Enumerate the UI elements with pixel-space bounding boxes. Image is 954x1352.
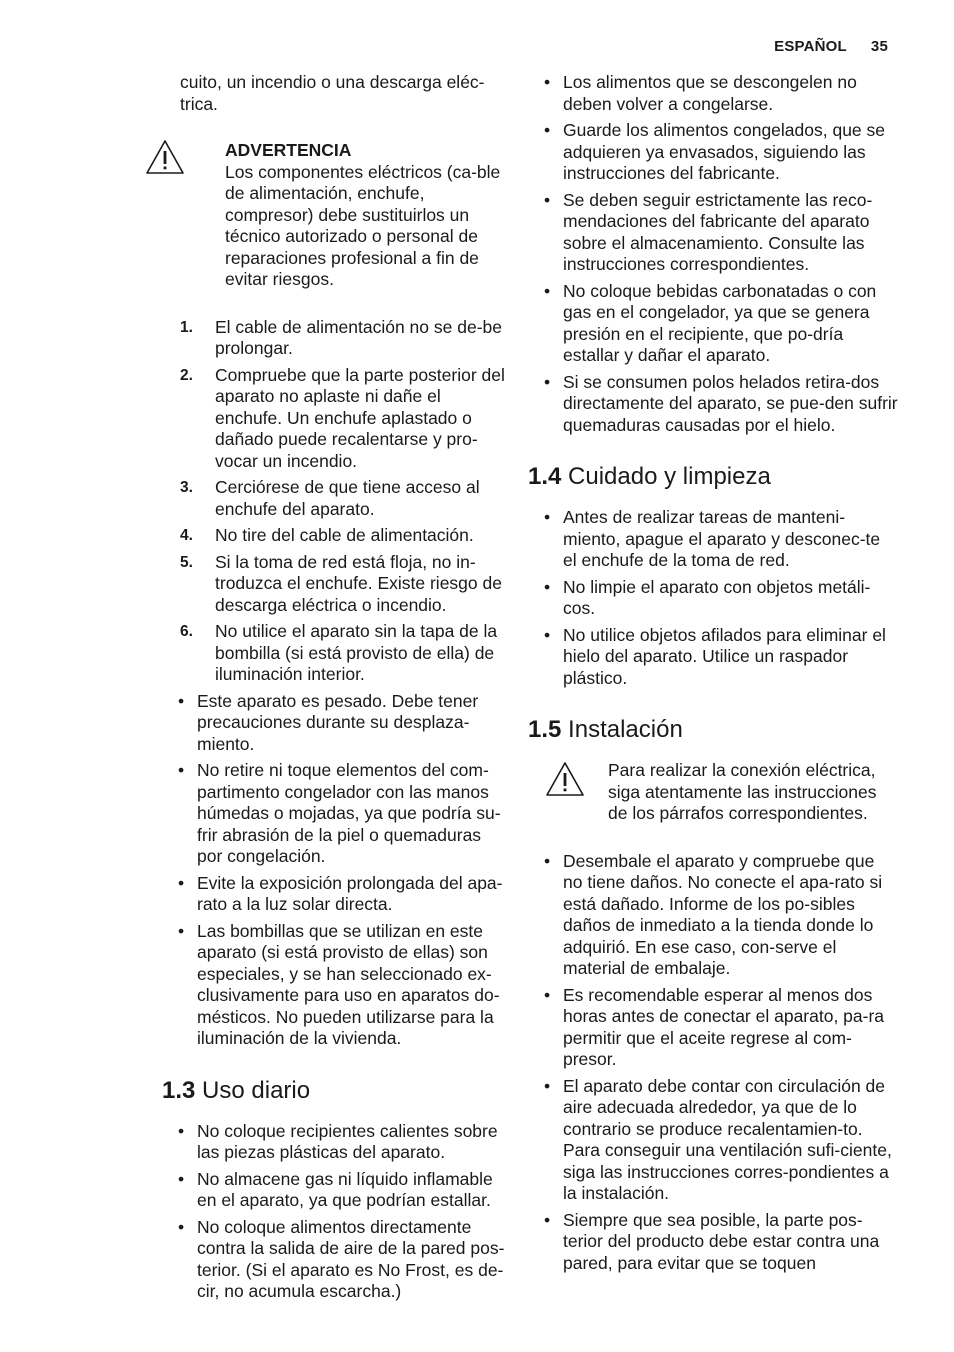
section-number: 1.5 (528, 716, 562, 743)
bullet-item: • No almacene gas ni líquido inflamable en el aparato, ya que podrían estallar. (180, 1169, 510, 1212)
item-text: El cable de alimentación no se de-be prolongar. (215, 316, 502, 358)
daily-use-bullet-list-cont (546, 72, 898, 436)
bullet-item: • Las bombillas que se utilizan en este aparato (si está provisto de ellas) son especiales, y se han seleccionado ex-clusivamente para uso en aparatos do-mésticos. No pueden utilizarse para la iluminación de la vivienda. (180, 921, 510, 1050)
section-title: Cuidado y limpieza (568, 463, 771, 490)
warning-block (180, 140, 510, 291)
bullet-item: • No coloque recipientes calientes sobre las piezas plásticas del aparato. (180, 1121, 510, 1164)
section-heading-1-4 (528, 462, 898, 492)
item-text: Cerciórese de que tiene acceso al enchufe del aparato. (215, 477, 480, 519)
item-text: Compruebe que la parte posterior del aparato no aplaste ni dañe el enchufe. Un enchufe aplastado o dañado puede recalentarse y pro-vocar un incendio. (215, 364, 505, 471)
right-column (528, 72, 898, 1279)
item-text: Si la toma de red está floja, no in-troduzca el enchufe. Existe riesgo de descarga eléctrica o incendio. (215, 551, 502, 615)
section-heading-1-3 (162, 1076, 510, 1106)
section-number: 1.4 (528, 463, 562, 490)
list-item (180, 317, 510, 360)
bullet-item: • Se deben seguir estrictamente las reco-mendaciones del fabricante del aparato sobre el almacenamiento. Consulte las instrucciones correspondientes. (546, 190, 898, 276)
warning-triangle-icon (144, 138, 186, 176)
list-item (180, 525, 510, 547)
numbered-list (180, 317, 510, 686)
list-item (180, 365, 510, 473)
section-number: 1.3 (162, 1076, 196, 1104)
item-text: No utilice el aparato sin la tapa de la bombilla (si está provisto de ella) de iluminación interior. (215, 621, 498, 684)
bullet-item: • Evite la exposición prolongada del apa-rato a la luz solar directa. (180, 873, 510, 916)
installation-warning-text: Para realizar la conexión eléctrica, siga atentamente las instrucciones de los párrafos correspondientes. (608, 760, 877, 823)
daily-use-bullet-list (180, 1121, 510, 1303)
care-cleaning-bullet-list (546, 507, 898, 689)
bullet-item: • El aparato debe contar con circulación de aire adecuada alrededor, ya que de lo contrario se produce recalentamien-to. Para conseguir una ventilación sufi-ciente, siga las instrucciones corres-pondientes a la instalación. (546, 1076, 898, 1205)
list-item (180, 621, 510, 686)
language-label: ESPAÑOL (774, 38, 847, 55)
warning-triangle-icon (544, 760, 586, 798)
page-header (774, 38, 888, 55)
warning-text: Los componentes eléctricos (ca-ble de alimentación, enchufe, compresor) debe sustituirlos un técnico autorizado o personal de reparaciones profesional a fin de evitar riesgos. (225, 161, 501, 289)
bullet-item: • No utilice objetos afilados para eliminar el hielo del aparato. Utilice un raspador plástico. (546, 625, 898, 690)
list-item (180, 552, 510, 617)
section-heading-1-5 (528, 715, 898, 745)
warning-title: ADVERTENCIA (225, 140, 352, 160)
item-number: 6. (180, 623, 193, 640)
bullet-item: • Los alimentos que se descongelen no deben volver a congelarse. (546, 72, 898, 115)
bullet-item: • No coloque bebidas carbonatadas o con gas en el congelador, ya que se genera presión en el recipiente, que po-dría estallar y dañar el aparato. (546, 281, 898, 367)
bullet-item: • Si se consumen polos helados retira-dos directamente del aparato, se pue-den sufrir quemaduras causadas por el hielo. (546, 372, 898, 437)
bullet-item: • No coloque alimentos directamente contra la salida de aire de la pared pos-terior. (Si el aparato es No Frost, es de-cir, no acumula escarcha.) (180, 1217, 510, 1303)
bullet-item: • Este aparato es pesado. Debe tener precauciones durante su desplaza-miento. (180, 691, 510, 756)
bullet-item: • Desembale el aparato y compruebe que no tiene daños. No conecte el apa-rato si está dañado. Informe de los po-sibles daños de inmediato a la tienda donde lo adquirió. En ese caso, con-serve el material de embalaje. (546, 851, 898, 980)
item-number: 5. (180, 553, 193, 571)
left-column (162, 72, 510, 1308)
installation-bullet-list (546, 851, 898, 1275)
installation-warning-block (546, 760, 898, 825)
section-title: Instalación (568, 716, 683, 743)
section-title: Uso diario (202, 1076, 311, 1104)
bullet-item: • Es recomendable esperar al menos dos horas antes de conectar el aparato, pa-ra permitir que el aceite regrese al com-presor. (546, 985, 898, 1071)
continuation-text: cuito, un incendio o una descarga eléc-trica. (180, 72, 485, 114)
list-item (180, 477, 510, 520)
bullet-item: • No retire ni toque elementos del com-partimento congelador con las manos húmedas o mojadas, ya que podría su-frir abrasión de la piel o quemaduras por congelación. (180, 760, 510, 868)
bullet-item: • Antes de realizar tareas de manteni-miento, apague el aparato y desconec-te el enchufe de la toma de red. (546, 507, 898, 572)
item-number: 1. (180, 318, 193, 336)
bullet-item: • No limpie el aparato con objetos metáli-cos. (546, 577, 898, 620)
item-text: No tire del cable de alimentación. (215, 525, 474, 545)
item-number: 3. (180, 479, 193, 496)
safety-bullet-list (180, 691, 510, 1050)
bullet-item: • Guarde los alimentos congelados, que se adquieren ya envasados, siguiendo las instrucciones del fabricante. (546, 120, 898, 185)
page-number: 35 (870, 38, 888, 55)
item-number: 4. (180, 527, 193, 544)
bullet-item: • Siempre que sea posible, la parte pos-terior del producto debe estar contra una pared, para evitar que se toquen (546, 1210, 898, 1275)
item-number: 2. (180, 366, 193, 384)
